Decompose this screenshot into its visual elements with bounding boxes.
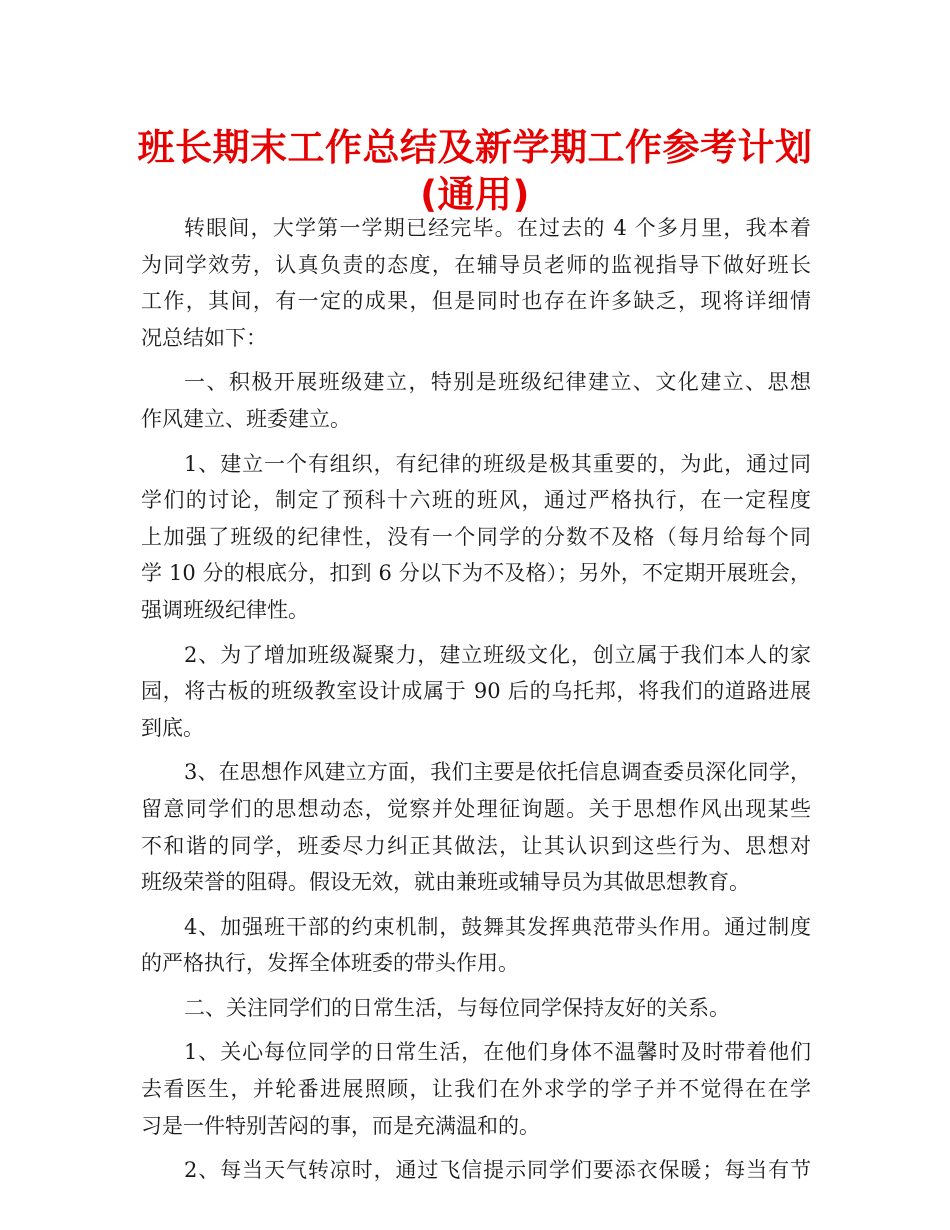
document-title — [120, 124, 830, 218]
text-line: 上加强了班级的纪律性，没有一个同学的分数不及格（每月给每个同 — [141, 524, 811, 549]
text-line: 4、加强班干部的约束机制，鼓舞其发挥典范带头作用。通过制度 — [184, 914, 811, 939]
paragraph — [141, 446, 811, 629]
text-line: 1、关心每位同学的日常生活，在他们身体不温馨时及时带着他们 — [184, 1040, 811, 1065]
text-line: 况总结如下： — [141, 325, 267, 350]
paragraph — [141, 637, 811, 747]
text-line: 的严格执行，发挥全体班委的带头作用。 — [141, 951, 519, 976]
paragraph — [141, 364, 811, 437]
text-line: 学 10 分的根底分，扣到 6 分以下为不及格）；另外，不定期开展班会， — [141, 561, 811, 586]
text-line: 2、为了增加班级凝聚力，建立班级文化，创立属于我们本人的家 — [184, 642, 811, 667]
paragraph — [141, 1034, 811, 1144]
text-line: 工作，其间，有一定的成果，但是同时也存在许多缺乏，现将详细情 — [141, 289, 811, 314]
text-line: 2、每当天气转凉时，通过飞信提示同学们要添衣保暖；每当有节 — [184, 1158, 811, 1183]
text-line: 转眼间，大学第一学期已经完毕。在过去的 4 个多月里，我本着 — [184, 216, 811, 240]
paragraph — [141, 990, 811, 1027]
text-line: 二、关注同学们的日常生活，与每位同学保持友好的关系。 — [184, 995, 730, 1020]
text-line: 园，将古板的班级教室设计成属于 90 后的乌托邦，将我们的道路进展 — [141, 679, 811, 704]
document-body — [141, 210, 811, 1197]
paragraph — [141, 909, 811, 982]
text-line: 到底。 — [141, 715, 204, 740]
paragraph — [141, 1152, 811, 1189]
text-line: 一、积极开展班级建立，特别是班级纪律建立、文化建立、思想 — [184, 370, 811, 395]
title-line: 班长期末工作总结及新学期工作参考计划 — [137, 126, 813, 169]
text-line: 1、建立一个有组织，有纪律的班级是极其重要的，为此，通过同 — [184, 451, 811, 476]
text-line: 不和谐的同学，班委尽力纠正其做法，让其认识到这些行为、思想对 — [141, 833, 811, 858]
title-line: (通用) — [420, 173, 530, 216]
text-line: 为同学效劳，认真负责的态度，在辅导员老师的监视指导下做好班长 — [141, 252, 811, 277]
paragraph — [141, 210, 811, 356]
text-line: 学们的讨论，制定了预科十六班的班风，通过严格执行，在一定程度 — [141, 488, 811, 513]
text-line: 习是一件特别苦闷的事，而是充满温和的。 — [141, 1113, 540, 1138]
text-line: 强调班级纪律性。 — [141, 597, 309, 622]
text-line: 班级荣誉的阻碍。假设无效，就由兼班或辅导员为其做思想教育。 — [141, 870, 750, 895]
text-line: 留意同学们的思想动态，觉察并处理征询题。关于思想作风出现某些 — [141, 796, 811, 821]
paragraph — [141, 754, 811, 900]
text-line: 去看医生，并轮番进展照顾，让我们在外求学的学子并不觉得在在学 — [141, 1077, 811, 1102]
text-line: 作风建立、班委建立。 — [141, 406, 351, 431]
text-line: 3、在思想作风建立方面，我们主要是依托信息调查委员深化同学， — [184, 760, 811, 785]
